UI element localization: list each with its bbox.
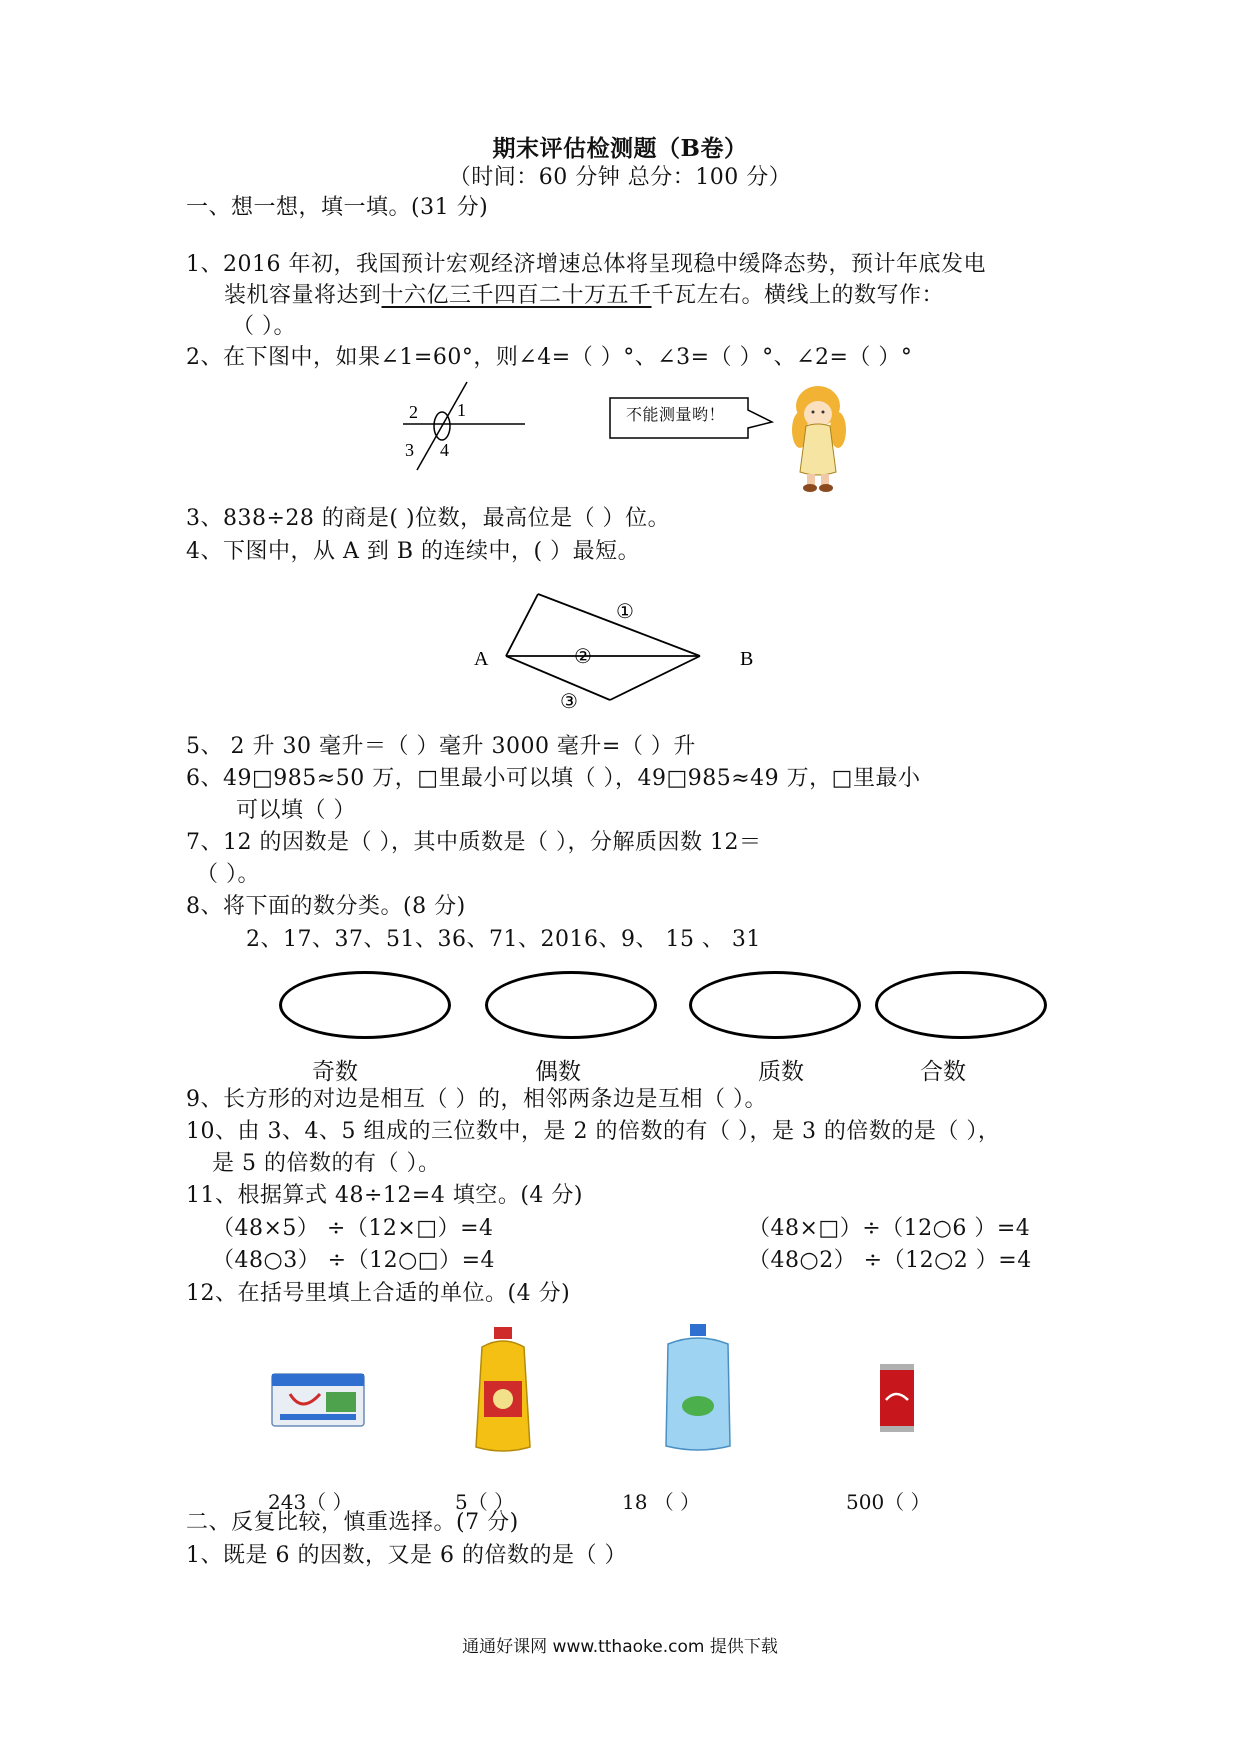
angle-figure: [395, 376, 535, 476]
angle-label-4: 4: [440, 440, 449, 460]
odd-oval: [279, 971, 451, 1039]
path-label-2: ②: [574, 644, 592, 668]
q1-underlined-number: 十六亿三千四百二十万五千: [381, 283, 652, 308]
q3-text: 3、838÷28 的商是( )位数，最高位是（ ）位。: [186, 506, 671, 531]
q11-row2-right: （48○2） ÷（12○2 ）=4: [748, 1248, 1032, 1273]
q1-text-1: 装机容量将达到: [224, 283, 382, 308]
q10-line-a: 10、由 3、4、5 组成的三位数中，是 2 的倍数的有（ ），是 3 的倍数的是（ ），: [186, 1119, 1001, 1144]
unit-blank-3: 18 （ ）: [622, 1490, 701, 1514]
unit-blank-1: 243（ ）: [268, 1490, 353, 1514]
category-odd: 奇数: [312, 1059, 358, 1085]
section2-heading: 二、反复比较，慎重选择。(7 分): [186, 1510, 519, 1535]
q11-text: 11、根据算式 48÷12=4 填空。(4 分): [186, 1183, 583, 1208]
water-jug-icon: [660, 1322, 736, 1454]
speech-bubble-text: 不能测量哟！: [626, 405, 726, 424]
q7-line-a: 7、12 的因数是（ ），其中质数是（ ），分解质因数 12＝: [186, 830, 762, 855]
angle-label-2: 2: [409, 402, 418, 422]
q8-text: 8、将下面的数分类。(8 分): [186, 894, 466, 919]
page-subtitle: （时间：60 分钟 总分：100 分）: [448, 165, 792, 190]
page-title: 期末评估检测题（B卷）: [492, 135, 748, 162]
category-even: 偶数: [535, 1059, 581, 1085]
q6-line-a: 6、49□985≈50 万，□里最小可以填（ ），49□985≈49 万，□里最小: [186, 766, 921, 791]
q1-text-2: 千瓦左右。横线上的数写作：: [651, 283, 945, 308]
q11-row1-left: （48×5） ÷（12×□）=4: [212, 1216, 494, 1241]
q1-line-b: [224, 281, 944, 311]
q11-row1-right: （48×□）÷（12○6 ）=4: [748, 1216, 1031, 1241]
q9-text: 9、长方形的对边是相互（ ）的，相邻两条边是互相（ ）。: [186, 1087, 767, 1112]
path-figure: [470, 590, 770, 720]
q10-line-b: 是 5 的倍数的有（ ）。: [212, 1151, 441, 1176]
even-oval: [485, 971, 657, 1039]
q7-line-b: （ ）。: [196, 862, 260, 887]
point-b-label: B: [740, 648, 754, 670]
q1-answer-blank: （ ）。: [232, 314, 296, 339]
category-prime: 质数: [758, 1059, 804, 1085]
q12-text: 12、在括号里填上合适的单位。(4 分): [186, 1281, 571, 1306]
q4-text: 4、下图中，从 A 到 B 的连续中，( ）最短。: [186, 539, 641, 564]
composite-oval: [875, 971, 1047, 1039]
oil-bottle-icon: [470, 1325, 536, 1455]
unit-blank-4: 500（ ）: [846, 1490, 931, 1514]
q5-text: 5、 2 升 30 毫升＝（ ）毫升 3000 毫升=（ ）升: [186, 734, 696, 759]
angle-label-3: 3: [405, 440, 414, 460]
category-composite: 合数: [920, 1059, 966, 1085]
page-footer: 通通好课网 www.tthaoke.com 提供下载: [462, 1637, 778, 1657]
cola-can-icon: [876, 1360, 918, 1436]
prime-oval: [689, 971, 861, 1039]
girl-cartoon-icon: [780, 384, 860, 494]
section2-q1-text: 1、既是 6 的因数，又是 6 的倍数的是（ ）: [186, 1543, 627, 1568]
q1-line-a: 1、2016 年初，我国预计宏观经济增速总体将呈现稳中缓降态势，预计年底发电: [186, 252, 986, 277]
q6-line-b: 可以填（ ）: [236, 798, 356, 823]
q8-numbers: 2、17、37、51、36、71、2016、9、 15 、 31: [246, 927, 761, 952]
path-label-1: ①: [616, 599, 634, 623]
milk-box-icon: [270, 1370, 366, 1430]
path-label-3: ③: [560, 689, 578, 713]
unit-blank-2: 5（ ）: [455, 1490, 515, 1514]
q2-text: 2、在下图中，如果∠1=60°，则∠4=（ ）°、∠3=（ ）°、∠2=（ ）°: [186, 345, 913, 370]
q11-row2-left: （48○3） ÷（12○□）=4: [212, 1248, 496, 1273]
point-a-label: A: [474, 648, 489, 670]
section1-heading: 一、想一想，填一填。(31 分): [186, 195, 489, 220]
angle-label-1: 1: [457, 400, 466, 420]
